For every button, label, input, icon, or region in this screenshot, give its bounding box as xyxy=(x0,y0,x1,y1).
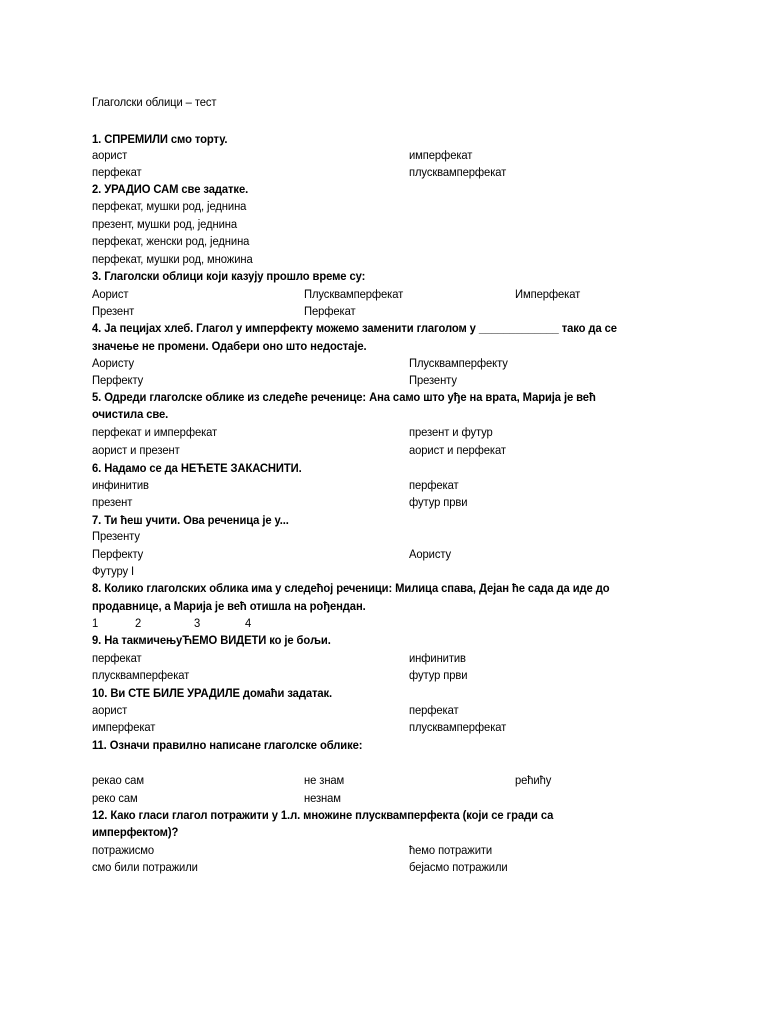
question-5-option: аорист и перфекат xyxy=(409,443,506,457)
question-1-option: плусквамперфекат xyxy=(409,165,507,179)
question-11-option: реко сам xyxy=(92,791,138,805)
question-12-option: смо били потражили xyxy=(92,860,198,874)
question-8-option: 1 xyxy=(92,616,99,630)
question-1-option: имперфекат xyxy=(409,148,473,162)
question-1-option: перфекат xyxy=(92,165,142,179)
question-11-option: не знам xyxy=(304,773,345,787)
question-8-option: 4 xyxy=(245,616,252,630)
question-7-option: Презенту xyxy=(92,529,140,543)
question-6-option: презент xyxy=(92,495,133,509)
question-4-prompt: значење не промени. Одабери оно што недостаје. xyxy=(92,339,367,353)
question-11-option: рекао сам xyxy=(92,773,144,787)
question-2-option: перфекат, мушки род, множина xyxy=(92,252,253,266)
question-10-option: перфекат xyxy=(409,703,459,717)
question-12-option: ћемо потражити xyxy=(409,843,493,857)
question-8-prompt: 8. Колико глаголских облика има у следећој реченици: Милица спава, Дејан ће сада да иде до xyxy=(92,581,610,595)
question-11-option: рећићу xyxy=(515,773,552,787)
question-3-option: Перфекат xyxy=(304,304,356,318)
question-10-prompt: 10. Ви СТЕ БИЛЕ УРАДИЛЕ домаћи задатак. xyxy=(92,686,333,700)
question-6-prompt: 6. Надамо се да НЕЋЕТЕ ЗАКАСНИТИ. xyxy=(92,461,302,475)
question-3-option: Имперфекат xyxy=(515,287,581,301)
question-10-option: имперфекат xyxy=(92,720,156,734)
question-1-option: аорист xyxy=(92,148,128,162)
question-4-option: Плусквамперфекту xyxy=(409,356,508,370)
question-12-option: потражисмо xyxy=(92,843,155,857)
question-5-prompt: 5. Одреди глаголске облике из следеће реченице: Ана само што уђе на врата, Марија је већ xyxy=(92,390,596,404)
question-9-prompt: 9. На такмичењуЋЕМО ВИДЕТИ ко је бољи. xyxy=(92,633,331,647)
document-title: Глаголски облици – тест xyxy=(92,95,217,109)
question-5-option: презент и футур xyxy=(409,425,493,439)
question-9-option: перфекат xyxy=(92,651,142,665)
question-7-prompt: 7. Ти ћеш учити. Ова реченица је у... xyxy=(92,513,289,527)
question-3-option: Презент xyxy=(92,304,135,318)
question-8-prompt: продавнице, а Марија је већ отишла на рођендан. xyxy=(92,599,366,613)
question-4-prompt: 4. Ја пецијах хлеб. Глагол у имперфекту можемо заменити глаголом у _____________ тако да се xyxy=(92,321,617,335)
question-5-option: аорист и презент xyxy=(92,443,180,457)
question-3-option: Аорист xyxy=(92,287,129,301)
question-6-option: инфинитив xyxy=(92,478,149,492)
question-7-option: Футуру I xyxy=(92,564,135,578)
question-6-option: футур први xyxy=(409,495,468,509)
question-2-prompt: 2. УРАДИО САМ све задатке. xyxy=(92,182,249,196)
question-10-option: плусквамперфекат xyxy=(409,720,507,734)
question-8-option: 2 xyxy=(135,616,142,630)
question-12-option: бејасмо потражили xyxy=(409,860,508,874)
question-11-option: незнам xyxy=(304,791,341,805)
question-12-prompt: 12. Како гласи глагол потражити у 1.л. множине плусквамперфекта (који се гради са xyxy=(92,808,554,822)
question-9-option: плусквамперфекат xyxy=(92,668,190,682)
question-7-option: Перфекту xyxy=(92,547,144,561)
question-5-option: перфекат и имперфекат xyxy=(92,425,218,439)
question-11-prompt: 11. Означи правилно написане глаголске облике: xyxy=(92,738,363,752)
question-3-prompt: 3. Глаголски облици који казују прошло време су: xyxy=(92,269,366,283)
question-10-option: аорист xyxy=(92,703,128,717)
question-4-option: Презенту xyxy=(409,373,457,387)
question-3-option: Плусквамперфекат xyxy=(304,287,404,301)
question-8-option: 3 xyxy=(194,616,201,630)
question-5-prompt: очистила све. xyxy=(92,407,169,421)
question-6-option: перфекат xyxy=(409,478,459,492)
question-9-option: инфинитив xyxy=(409,651,466,665)
question-2-option: презент, мушки род, једнина xyxy=(92,217,238,231)
question-4-option: Перфекту xyxy=(92,373,144,387)
question-9-option: футур први xyxy=(409,668,468,682)
question-2-option: перфекат, мушки род, једнина xyxy=(92,199,247,213)
question-2-option: перфекат, женски род, једнина xyxy=(92,234,250,248)
question-1-prompt: 1. СПРЕМИЛИ смо торту. xyxy=(92,132,228,146)
question-7-option: Аористу xyxy=(409,547,452,561)
question-4-option: Аористу xyxy=(92,356,135,370)
question-12-prompt: имперфектом)? xyxy=(92,825,179,839)
